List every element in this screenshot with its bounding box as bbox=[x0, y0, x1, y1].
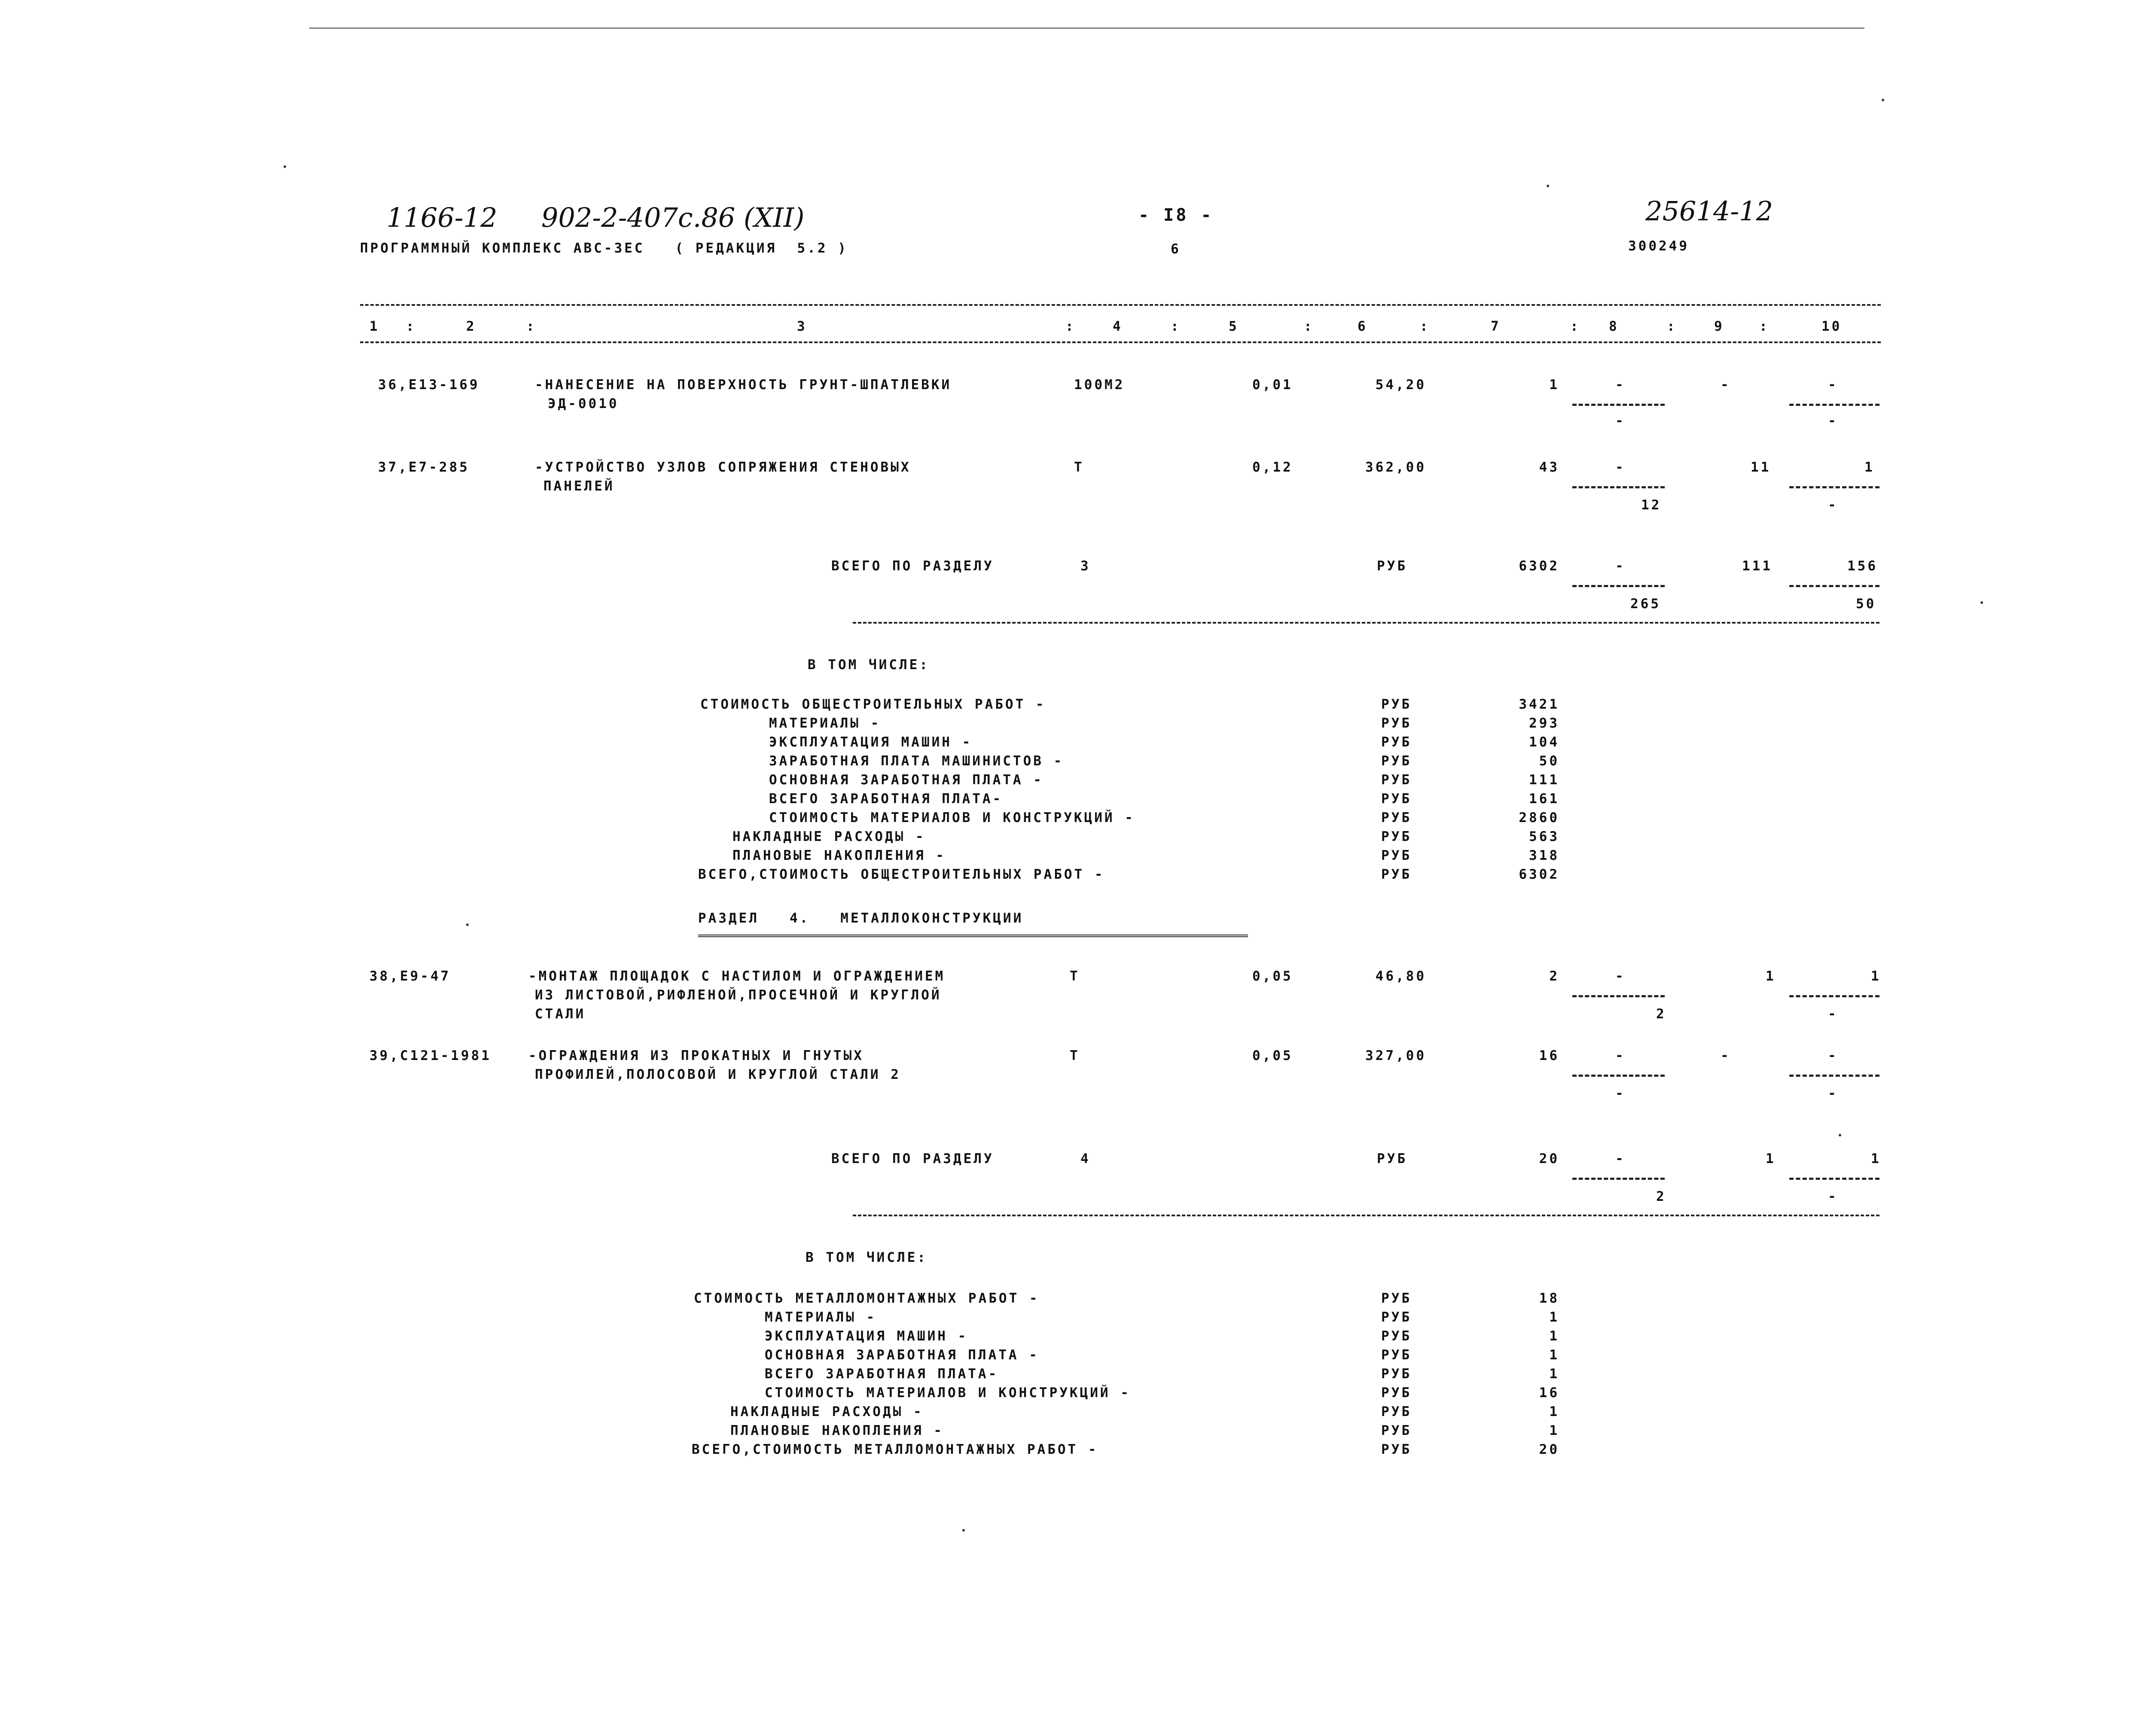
top-rule bbox=[309, 27, 1864, 29]
total-col8-lower: 2 bbox=[1656, 1189, 1666, 1204]
row-col10-lower: - bbox=[1828, 497, 1838, 513]
breakdown-value: 16 bbox=[1539, 1385, 1559, 1401]
total-col10-lower: 50 bbox=[1856, 596, 1876, 612]
row-col9: - bbox=[1721, 377, 1731, 393]
breakdown-label: ЗАРАБОТНАЯ ПЛАТА МАШИНИСТОВ - bbox=[769, 753, 1064, 769]
breakdown-unit: РУБ bbox=[1381, 1385, 1412, 1401]
section-heading-underline bbox=[698, 935, 1248, 937]
fraction-bar bbox=[1789, 1178, 1880, 1180]
col-4: 4 bbox=[1113, 319, 1123, 334]
breakdown-label: ОСНОВНАЯ ЗАРАБОТНАЯ ПЛАТА - bbox=[769, 772, 1043, 788]
scan-speck bbox=[1882, 99, 1884, 101]
col-sep: : bbox=[1667, 319, 1677, 334]
total-col9: 111 bbox=[1742, 558, 1773, 574]
col-sep: : bbox=[406, 319, 416, 334]
breakdown-label: ВСЕГО,СТОИМОСТЬ МЕТАЛЛОМОНТАЖНЫХ РАБОТ - bbox=[692, 1442, 1098, 1457]
fraction-bar bbox=[1789, 486, 1880, 488]
row-number: 37,E7-285 bbox=[378, 460, 470, 475]
row-col10-lower: - bbox=[1828, 1006, 1838, 1022]
total-col9: 1 bbox=[1766, 1151, 1776, 1166]
row-description-cont: ПРОФИЛЕЙ,ПОЛОСОВОЙ И КРУГЛОЙ СТАЛИ 2 bbox=[535, 1067, 901, 1082]
breakdown-title: В ТОМ ЧИСЛЕ: bbox=[808, 657, 930, 673]
row-description-cont: ПАНЕЛЕЙ bbox=[543, 478, 615, 494]
col-5: 5 bbox=[1229, 319, 1239, 334]
breakdown-value: 3421 bbox=[1519, 697, 1559, 712]
total-col8: - bbox=[1615, 558, 1626, 574]
total-section-number: 4 bbox=[1080, 1151, 1091, 1166]
col-sep: : bbox=[1570, 319, 1580, 334]
handwritten-archive-number: 25614-12 bbox=[1645, 195, 1773, 227]
breakdown-unit: РУБ bbox=[1381, 716, 1412, 731]
row-col8-lower: - bbox=[1615, 1086, 1626, 1101]
breakdown-unit: РУБ bbox=[1381, 1423, 1412, 1438]
scan-speck bbox=[1839, 1134, 1841, 1136]
total-col10: 156 bbox=[1847, 558, 1878, 574]
row-price: 327,00 bbox=[1365, 1048, 1426, 1063]
breakdown-label: МАТЕРИАЛЫ - bbox=[765, 1310, 877, 1325]
row-col7: 2 bbox=[1549, 969, 1559, 984]
fraction-bar bbox=[1572, 1075, 1665, 1077]
breakdown-label: ПЛАНОВЫЕ НАКОПЛЕНИЯ - bbox=[732, 848, 946, 863]
row-col8-lower: - bbox=[1615, 413, 1626, 429]
breakdown-value: 104 bbox=[1529, 734, 1559, 750]
fraction-bar bbox=[1789, 1075, 1880, 1077]
row-col10: 1 bbox=[1864, 460, 1875, 475]
col-10: 10 bbox=[1822, 319, 1842, 334]
breakdown-value: 1 bbox=[1549, 1404, 1559, 1419]
fraction-bar bbox=[1572, 995, 1665, 997]
col-sep: : bbox=[1065, 319, 1076, 334]
row-col10: 1 bbox=[1871, 969, 1881, 984]
row-col9: 11 bbox=[1751, 460, 1771, 475]
total-col8-lower: 265 bbox=[1630, 596, 1661, 612]
total-col10-lower: - bbox=[1828, 1189, 1838, 1204]
breakdown-label: ВСЕГО ЗАРАБОТНАЯ ПЛАТА- bbox=[765, 1366, 999, 1382]
breakdown-unit: РУБ bbox=[1381, 867, 1412, 882]
row-col10-lower: - bbox=[1828, 1086, 1838, 1101]
page-sub-number: 6 bbox=[1171, 241, 1181, 257]
row-col10: - bbox=[1828, 377, 1838, 393]
total-col10: 1 bbox=[1871, 1151, 1881, 1166]
row-description-cont: СТАЛИ bbox=[535, 1006, 586, 1022]
col-sep: : bbox=[1304, 319, 1314, 334]
col-sep: : bbox=[1171, 319, 1181, 334]
breakdown-label: ОСНОВНАЯ ЗАРАБОТНАЯ ПЛАТА - bbox=[765, 1347, 1039, 1363]
section-rule bbox=[853, 622, 1880, 624]
fraction-bar bbox=[1572, 404, 1665, 406]
total-unit: РУБ bbox=[1377, 1151, 1407, 1166]
breakdown-label: ВСЕГО ЗАРАБОТНАЯ ПЛАТА- bbox=[769, 791, 1003, 807]
breakdown-label: СТОИМОСТЬ МЕТАЛЛОМОНТАЖНЫХ РАБОТ - bbox=[694, 1291, 1040, 1306]
row-col9: 1 bbox=[1766, 969, 1776, 984]
total-label: ВСЕГО ПО РАЗДЕЛУ bbox=[831, 1151, 994, 1166]
breakdown-value: 318 bbox=[1529, 848, 1559, 863]
row-col10-lower: - bbox=[1828, 413, 1838, 429]
fraction-bar bbox=[1572, 585, 1665, 587]
section-heading: РАЗДЕЛ 4. МЕТАЛЛОКОНСТРУКЦИИ bbox=[698, 911, 1024, 926]
col-sep: : bbox=[1759, 319, 1770, 334]
row-number: 36,E13-169 bbox=[378, 377, 480, 393]
breakdown-value: 1 bbox=[1549, 1347, 1559, 1363]
handwritten-project-code: 902-2-407c.86 (XII) bbox=[541, 202, 805, 233]
row-number: 39,C121-1981 bbox=[369, 1048, 491, 1063]
row-col10: - bbox=[1828, 1048, 1838, 1063]
breakdown-label: НАКЛАДНЫЕ РАСХОДЫ - bbox=[730, 1404, 924, 1419]
col-6: 6 bbox=[1358, 319, 1368, 334]
breakdown-value: 50 bbox=[1539, 753, 1559, 769]
breakdown-unit: РУБ bbox=[1381, 772, 1412, 788]
breakdown-unit: РУБ bbox=[1381, 734, 1412, 750]
breakdown-value: 6302 bbox=[1519, 867, 1559, 882]
total-col7: 20 bbox=[1539, 1151, 1559, 1166]
section-rule bbox=[853, 1215, 1880, 1216]
breakdown-unit: РУБ bbox=[1381, 697, 1412, 712]
breakdown-unit: РУБ bbox=[1381, 1442, 1412, 1457]
document-code: 300249 bbox=[1628, 238, 1689, 254]
row-price: 46,80 bbox=[1375, 969, 1426, 984]
col-1: 1 bbox=[369, 319, 380, 334]
row-price: 54,20 bbox=[1375, 377, 1426, 393]
row-col8: - bbox=[1615, 969, 1626, 984]
breakdown-label: ЭКСПЛУАТАЦИЯ МАШИН - bbox=[769, 734, 973, 750]
row-col8-lower: 12 bbox=[1641, 497, 1662, 513]
total-unit: РУБ bbox=[1377, 558, 1407, 574]
breakdown-value: 161 bbox=[1529, 791, 1559, 807]
scan-speck bbox=[1980, 601, 1983, 604]
row-quantity: 0,12 bbox=[1252, 460, 1293, 475]
breakdown-label: НАКЛАДНЫЕ РАСХОДЫ - bbox=[732, 829, 926, 844]
total-col7: 6302 bbox=[1519, 558, 1559, 574]
col-3: 3 bbox=[797, 319, 807, 334]
col-8: 8 bbox=[1609, 319, 1619, 334]
row-col8: - bbox=[1615, 460, 1626, 475]
row-col8: - bbox=[1615, 1048, 1626, 1063]
row-price: 362,00 bbox=[1365, 460, 1426, 475]
header-rule-bottom bbox=[360, 341, 1881, 343]
header-rule-top bbox=[360, 304, 1881, 306]
breakdown-value: 563 bbox=[1529, 829, 1559, 844]
row-description: -ОГРАЖДЕНИЯ ИЗ ПРОКАТНЫХ И ГНУТЫХ bbox=[528, 1048, 864, 1063]
handwritten-sheet-number: 1166-12 bbox=[387, 202, 497, 233]
breakdown-unit: РУБ bbox=[1381, 1310, 1412, 1325]
row-unit: 100М2 bbox=[1074, 377, 1125, 393]
row-col9: - bbox=[1721, 1048, 1731, 1063]
row-number: 38,E9-47 bbox=[369, 969, 451, 984]
row-description-cont: ЭД-0010 bbox=[548, 396, 619, 411]
row-col7: 1 bbox=[1549, 377, 1559, 393]
row-description: -УСТРОЙСТВО УЗЛОВ СОПРЯЖЕНИЯ СТЕНОВЫХ bbox=[535, 460, 911, 475]
row-quantity: 0,01 bbox=[1252, 377, 1293, 393]
col-sep: : bbox=[1420, 319, 1430, 334]
row-description-cont: ИЗ ЛИСТОВОЙ,РИФЛЕНОЙ,ПРОСЕЧНОЙ И КРУГЛОЙ bbox=[535, 987, 942, 1003]
fraction-bar bbox=[1572, 486, 1665, 488]
breakdown-value: 1 bbox=[1549, 1423, 1559, 1438]
row-description: -МОНТАЖ ПЛОЩАДОК С НАСТИЛОМ И ОГРАЖДЕНИЕМ bbox=[528, 969, 946, 984]
scan-speck bbox=[466, 923, 469, 926]
col-sep: : bbox=[526, 319, 537, 334]
row-col8: - bbox=[1615, 377, 1626, 393]
breakdown-label: ВСЕГО,СТОИМОСТЬ ОБЩЕСТРОИТЕЛЬНЫХ РАБОТ - bbox=[698, 867, 1105, 882]
row-unit: Т bbox=[1074, 460, 1084, 475]
scan-speck bbox=[962, 1529, 965, 1532]
breakdown-value: 1 bbox=[1549, 1366, 1559, 1382]
breakdown-label: СТОИМОСТЬ МАТЕРИАЛОВ И КОНСТРУКЦИЙ - bbox=[765, 1385, 1131, 1401]
fraction-bar bbox=[1789, 995, 1880, 997]
breakdown-value: 1 bbox=[1549, 1310, 1559, 1325]
breakdown-unit: РУБ bbox=[1381, 1404, 1412, 1419]
breakdown-value: 293 bbox=[1529, 716, 1559, 731]
breakdown-label: МАТЕРИАЛЫ - bbox=[769, 716, 881, 731]
breakdown-label: ЭКСПЛУАТАЦИЯ МАШИН - bbox=[765, 1328, 968, 1344]
breakdown-unit: РУБ bbox=[1381, 753, 1412, 769]
row-col7: 43 bbox=[1539, 460, 1559, 475]
breakdown-unit: РУБ bbox=[1381, 829, 1412, 844]
breakdown-unit: РУБ bbox=[1381, 1328, 1412, 1344]
breakdown-value: 20 bbox=[1539, 1442, 1559, 1457]
row-unit: Т bbox=[1070, 1048, 1080, 1063]
page-number: - I8 - bbox=[1138, 205, 1214, 225]
col-2: 2 bbox=[466, 319, 476, 334]
row-quantity: 0,05 bbox=[1252, 1048, 1293, 1063]
row-col8-lower: 2 bbox=[1656, 1006, 1666, 1022]
breakdown-label: СТОИМОСТЬ ОБЩЕСТРОИТЕЛЬНЫХ РАБОТ - bbox=[700, 697, 1046, 712]
fraction-bar bbox=[1572, 1178, 1665, 1180]
breakdown-label: СТОИМОСТЬ МАТЕРИАЛОВ И КОНСТРУКЦИЙ - bbox=[769, 810, 1135, 825]
breakdown-value: 2860 bbox=[1519, 810, 1559, 825]
row-quantity: 0,05 bbox=[1252, 969, 1293, 984]
breakdown-unit: РУБ bbox=[1381, 1291, 1412, 1306]
row-col7: 16 bbox=[1539, 1048, 1559, 1063]
fraction-bar bbox=[1789, 585, 1880, 587]
breakdown-unit: РУБ bbox=[1381, 791, 1412, 807]
breakdown-value: 111 bbox=[1529, 772, 1559, 788]
fraction-bar bbox=[1789, 404, 1880, 406]
breakdown-unit: РУБ bbox=[1381, 1347, 1412, 1363]
breakdown-value: 1 bbox=[1549, 1328, 1559, 1344]
row-unit: Т bbox=[1070, 969, 1080, 984]
breakdown-title: В ТОМ ЧИСЛЕ: bbox=[806, 1250, 928, 1265]
breakdown-value: 18 bbox=[1539, 1291, 1559, 1306]
scan-speck bbox=[284, 165, 286, 168]
breakdown-label: ПЛАНОВЫЕ НАКОПЛЕНИЯ - bbox=[730, 1423, 944, 1438]
total-col8: - bbox=[1615, 1151, 1626, 1166]
breakdown-unit: РУБ bbox=[1381, 1366, 1412, 1382]
col-9: 9 bbox=[1714, 319, 1724, 334]
breakdown-unit: РУБ bbox=[1381, 848, 1412, 863]
total-section-number: 3 bbox=[1080, 558, 1091, 574]
breakdown-unit: РУБ bbox=[1381, 810, 1412, 825]
program-title: ПРОГРАММНЫЙ КОМПЛЕКС АВС-3ЕС ( РЕДАКЦИЯ 5.2 ) bbox=[360, 241, 848, 256]
row-description: -НАНЕСЕНИЕ НА ПОВЕРХНОСТЬ ГРУНТ-ШПАТЛЕВКИ bbox=[535, 377, 952, 393]
total-label: ВСЕГО ПО РАЗДЕЛУ bbox=[831, 558, 994, 574]
scan-speck bbox=[1547, 185, 1549, 187]
col-7: 7 bbox=[1491, 319, 1501, 334]
